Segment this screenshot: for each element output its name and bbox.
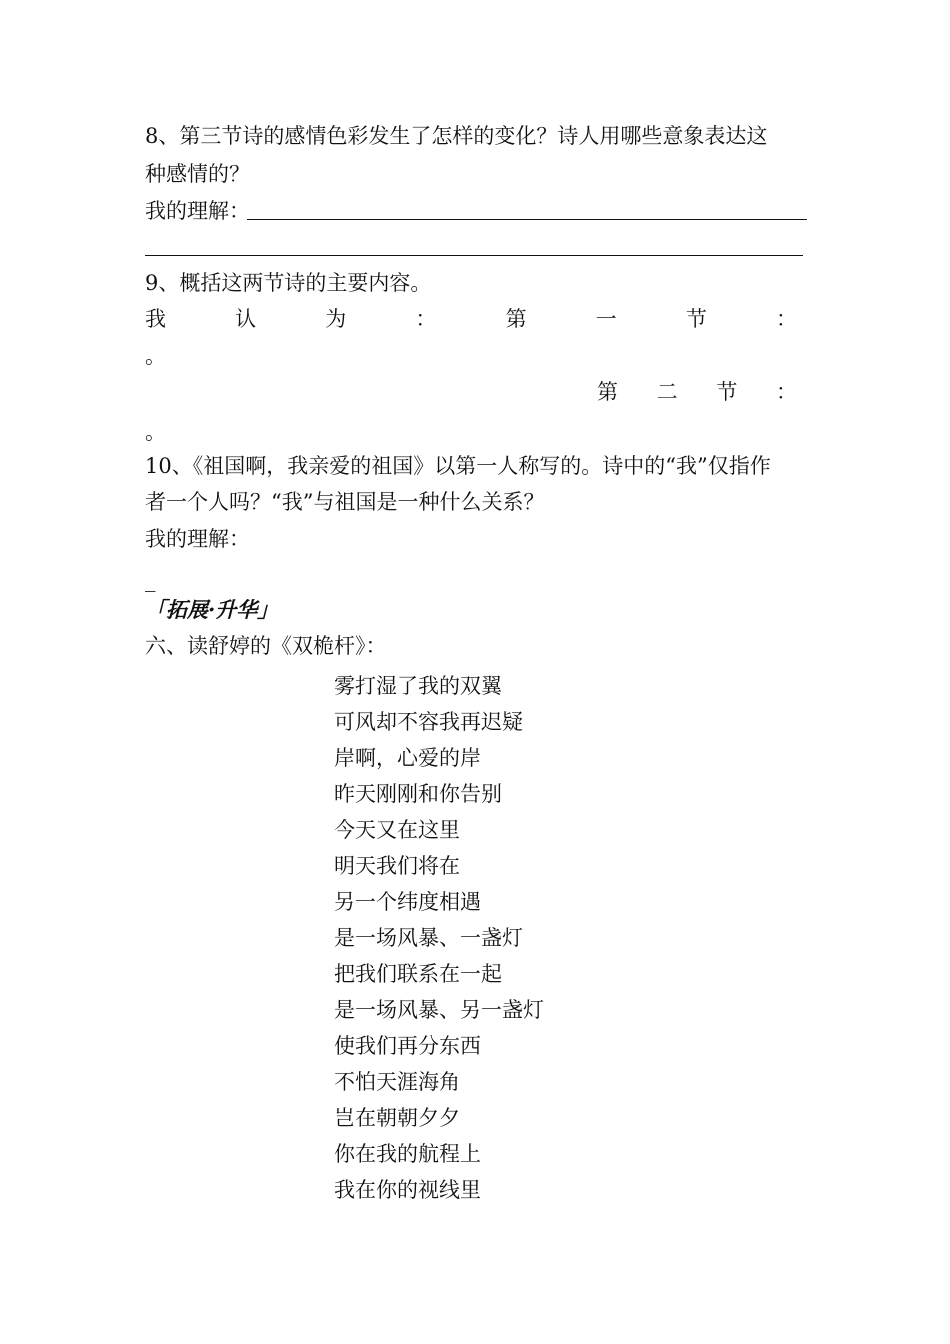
q9-char: 认	[235, 307, 257, 331]
q9-second-section-row	[597, 378, 797, 406]
q10-line-1: 10、《祖国啊，我亲爱的祖国》以第一人称写的。诗中的“我”仅指作	[145, 454, 771, 478]
poem-line: 另一个纬度相遇	[334, 890, 481, 914]
q9-char: 二	[656, 380, 678, 404]
q9-char: 第	[597, 380, 618, 404]
q9-period-1: 。	[145, 344, 166, 368]
poem-line: 是一场风暴、一盏灯	[334, 926, 523, 950]
q9-period-2: 。	[145, 420, 166, 444]
poem-line: 把我们联系在一起	[334, 962, 502, 986]
poem-line: 你在我的航程上	[334, 1142, 481, 1166]
q9-char: ：	[775, 307, 797, 331]
q9-char: 节	[716, 380, 738, 404]
section-heading: 「拓展·升华」	[145, 597, 279, 622]
q9-first-section-row	[145, 305, 797, 333]
q9-char: 为	[325, 307, 347, 331]
poem-line: 使我们再分东西	[334, 1034, 481, 1058]
q9-char: ：	[775, 380, 797, 404]
q9-char: 第	[505, 307, 527, 331]
q10-line-2: 者一个人吗？“我”与祖国是一种什么关系？	[145, 490, 545, 514]
poem	[334, 668, 544, 1208]
q8-line-2: 种感情的？	[145, 162, 250, 186]
poem-line: 不怕天涯海角	[334, 1070, 460, 1094]
poem-line: 岸啊，心爱的岸	[334, 746, 481, 770]
q8-line-1: 8、第三节诗的感情色彩发生了怎样的变化？诗人用哪些意象表达这	[145, 124, 768, 148]
poem-line: 是一场风暴、另一盏灯	[334, 998, 544, 1022]
poem-line: 雾打湿了我的双翼	[334, 674, 502, 698]
poem-line: 明天我们将在	[334, 854, 460, 878]
q10-answer-label: 我的理解：	[145, 527, 250, 551]
q8-answer-label: 我的理解：	[145, 199, 250, 223]
q10-answer-blank[interactable]: _	[145, 568, 156, 592]
q6-title: 六、读舒婷的《双桅杆》：	[145, 634, 387, 658]
poem-line: 可风却不容我再迟疑	[334, 710, 523, 734]
q9-char: 一	[595, 307, 617, 331]
q8-answer-line-2[interactable]	[145, 255, 803, 256]
poem-line: 昨天刚刚和你告别	[334, 782, 502, 806]
q8-answer-line-1[interactable]	[247, 219, 807, 220]
q9-title: 9、概括这两节诗的主要内容。	[145, 271, 432, 295]
q9-char: 节	[685, 307, 707, 331]
q9-char: 我	[145, 307, 166, 331]
poem-line: 岂在朝朝夕夕	[334, 1106, 460, 1130]
q9-char: ：	[415, 307, 437, 331]
poem-line: 我在你的视线里	[334, 1178, 481, 1202]
poem-line: 今天又在这里	[334, 818, 460, 842]
